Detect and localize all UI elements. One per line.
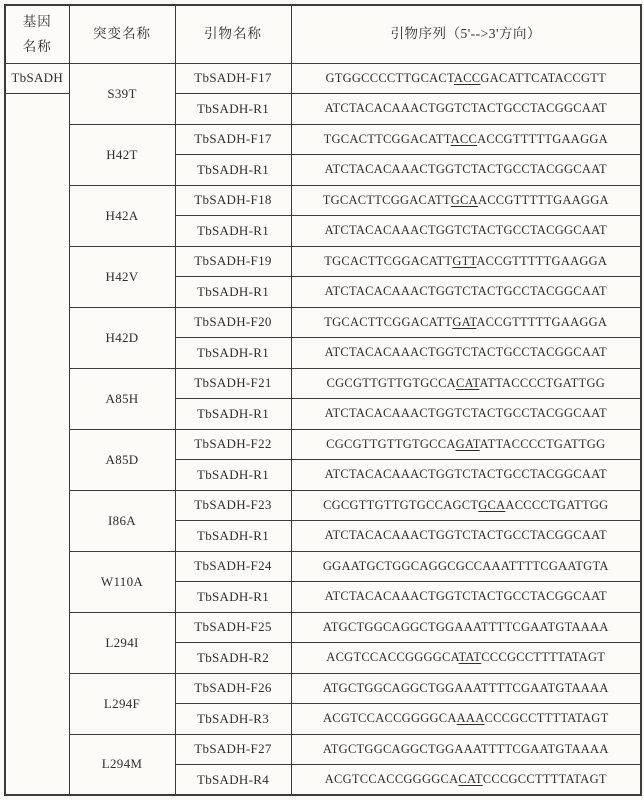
table-row xyxy=(5,490,641,521)
primer-name-cell: TbSADH-R1 xyxy=(175,460,291,491)
mutation-name-cell: H42V xyxy=(69,246,175,307)
primer-name-cell: TbSADH-R2 xyxy=(175,643,291,674)
header-gene-name xyxy=(5,5,69,63)
primer-name-cell: TbSADH-R1 xyxy=(175,94,291,125)
primer-sequence-cell xyxy=(291,307,641,338)
table-row xyxy=(5,185,641,216)
primer-sequence-cell xyxy=(291,643,641,674)
table-row xyxy=(5,124,641,155)
primer-name-cell: TbSADH-F23 xyxy=(175,490,291,521)
header-primer-name: 引物名称 xyxy=(175,5,291,63)
sequence-segment: ACGTCCACCGGGGCA xyxy=(324,772,459,786)
primer-table xyxy=(4,4,642,796)
sequence-segment: ATCTACACAAACTGGTCTACTGCCTACGGCAAT xyxy=(324,528,607,543)
sequence-segment: ACGTCCACCGGGGCA xyxy=(326,650,459,665)
sequence-segment: TGCACTTCGGACATT xyxy=(323,131,451,146)
mutation-name-cell: I86A xyxy=(69,490,175,551)
primer-sequence-cell xyxy=(291,490,641,521)
primer-sequence-cell xyxy=(291,124,641,155)
primer-sequence-cell xyxy=(291,551,641,582)
primer-name-cell: TbSADH-R3 xyxy=(175,704,291,735)
sequence-segment: ATCTACACAAACTGGTCTACTGCCTACGGCAAT xyxy=(324,101,607,116)
primer-name-cell: TbSADH-R1 xyxy=(175,155,291,186)
sequence-segment-underlined: ACC xyxy=(450,131,478,146)
primer-sequence-cell xyxy=(291,673,641,704)
sequence-segment: TGCACTTCGGACATT xyxy=(324,253,453,268)
sequence-segment-underlined: CAT xyxy=(455,375,480,390)
primer-name-cell: TbSADH-R1 xyxy=(175,582,291,613)
primer-name-cell: TbSADH-F20 xyxy=(175,307,291,338)
primer-sequence-cell xyxy=(291,94,641,125)
mutation-name-cell: A85D xyxy=(69,429,175,490)
sequence-segment: ACCGTTTTTGAAGGA xyxy=(476,253,608,268)
sequence-segment: GTGGCCCCTTGCACT xyxy=(325,70,454,85)
mutation-name-cell: W110A xyxy=(69,551,175,612)
primer-sequence-cell xyxy=(291,63,641,94)
primer-name-cell: TbSADH-F18 xyxy=(175,185,291,216)
primer-sequence-cell xyxy=(291,521,641,552)
sequence-segment: CCCGCCTTTTATAGT xyxy=(482,772,607,786)
table-row xyxy=(5,673,641,704)
table-row xyxy=(5,368,641,399)
primer-sequence-cell xyxy=(291,612,641,643)
sequence-segment: ATCTACACAAACTGGTCTACTGCCTACGGCAAT xyxy=(324,589,607,604)
primer-name-cell: TbSADH-R1 xyxy=(175,521,291,552)
sequence-segment: ATCTACACAAACTGGTCTACTGCCTACGGCAAT xyxy=(324,162,607,177)
primer-sequence-cell xyxy=(291,399,641,430)
primer-name-cell: TbSADH-F25 xyxy=(175,612,291,643)
sequence-segment: GGAATGCTGGCAGGCGCCAAATTTTCGAATGTA xyxy=(322,558,609,573)
primer-sequence-cell xyxy=(291,704,641,735)
sequence-segment: ATCTACACAAACTGGTCTACTGCCTACGGCAAT xyxy=(324,467,607,482)
table-row xyxy=(5,63,641,94)
sequence-segment: GACATTCATACCGTT xyxy=(480,70,607,85)
table-body xyxy=(5,63,641,795)
sequence-segment: ATCTACACAAACTGGTCTACTGCCTACGGCAAT xyxy=(324,284,607,299)
primer-name-cell: TbSADH-F27 xyxy=(175,734,291,765)
sequence-segment-underlined: GCA xyxy=(478,497,506,512)
mutation-name-cell: L294F xyxy=(69,673,175,734)
sequence-segment: TGCACTTCGGACATT xyxy=(322,192,451,207)
header-primer-sequence: 引物序列（5'-->3'方向） xyxy=(291,5,641,63)
mutation-name-cell: H42T xyxy=(69,124,175,185)
primer-sequence-cell xyxy=(291,277,641,308)
primer-sequence-cell xyxy=(291,155,641,186)
sequence-segment: CGCGTTGTTGTGCCA xyxy=(326,375,456,390)
header-mutation-name: 突变名称 xyxy=(69,5,175,63)
primer-name-cell: TbSADH-R1 xyxy=(175,338,291,369)
primer-name-cell: TbSADH-F17 xyxy=(175,63,291,94)
sequence-segment: CCCGCCTTTTATAGT xyxy=(481,650,606,665)
table-row xyxy=(5,612,641,643)
sequence-segment: TGCACTTCGGACATT xyxy=(324,314,453,329)
mutation-name-cell: L294I xyxy=(69,612,175,673)
primer-sequence-cell xyxy=(291,185,641,216)
sequence-segment: CGCGTTGTTGTGCCA xyxy=(326,436,456,451)
primer-name-cell: TbSADH-F19 xyxy=(175,246,291,277)
sequence-segment: ATGCTGGCAGGCTGGAAATTTTCGAATGTAAAA xyxy=(322,619,609,634)
sequence-segment-underlined: TAT xyxy=(458,650,482,665)
mutation-name-cell: H42D xyxy=(69,307,175,368)
primer-name-cell: TbSADH-R1 xyxy=(175,216,291,247)
primer-name-cell: TbSADH-R1 xyxy=(175,277,291,308)
primer-sequence-cell xyxy=(291,246,641,277)
sequence-segment-underlined: GAT xyxy=(455,436,480,451)
primer-name-cell: TbSADH-F17 xyxy=(175,124,291,155)
primer-sequence-cell xyxy=(291,216,641,247)
sequence-segment: ACGTCCACCGGGGCA xyxy=(323,711,457,726)
sequence-segment: ATCTACACAAACTGGTCTACTGCCTACGGCAAT xyxy=(324,406,607,421)
primer-name-cell: TbSADH-F26 xyxy=(175,673,291,704)
sequence-segment: ATTACCCCTGATTGG xyxy=(479,436,606,451)
table-row xyxy=(5,429,641,460)
sequence-segment: CGCGTTGTTGTGCCAGCT xyxy=(323,497,479,512)
header-row xyxy=(5,5,641,63)
primer-name-cell: TbSADH-R1 xyxy=(175,399,291,430)
primer-sequence-cell xyxy=(291,429,641,460)
header-gene-line2: 名称 xyxy=(22,39,52,55)
primer-sequence-cell xyxy=(291,582,641,613)
sequence-segment: ATGCTGGCAGGCTGGAAATTTTCGAATGTAAAA xyxy=(322,741,609,756)
sequence-segment: ATTACCCCTGATTGG xyxy=(479,375,605,390)
primer-sequence-cell xyxy=(291,368,641,399)
table-row xyxy=(5,551,641,582)
sequence-segment: ATCTACACAAACTGGTCTACTGCCTACGGCAAT xyxy=(324,223,607,238)
table-row xyxy=(5,307,641,338)
sequence-segment-underlined: ACC xyxy=(453,70,481,85)
sequence-segment: ATGCTGGCAGGCTGGAAATTTTCGAATGTAAAA xyxy=(322,680,609,695)
gene-name-empty-cell xyxy=(5,94,69,796)
primer-sequence-cell xyxy=(291,765,641,796)
sequence-segment-underlined: AAA xyxy=(456,711,485,726)
header-gene-line1: 基因 xyxy=(22,13,52,29)
table-row xyxy=(5,734,641,765)
sequence-segment: ACCGTTTTTGAAGGA xyxy=(477,192,609,207)
primer-sequence-cell xyxy=(291,734,641,765)
sequence-segment: ACCCCTGATTGG xyxy=(505,497,609,512)
mutation-name-cell: H42A xyxy=(69,185,175,246)
mutation-name-cell: A85H xyxy=(69,368,175,429)
sequence-segment: ACCGTTTTTGAAGGA xyxy=(477,131,608,146)
sequence-segment-underlined: CAT xyxy=(458,772,483,786)
primer-sequence-cell xyxy=(291,460,641,491)
primer-name-cell: TbSADH-F21 xyxy=(175,368,291,399)
sequence-segment: ACCGTTTTTGAAGGA xyxy=(476,314,608,329)
table-header xyxy=(5,5,641,63)
primer-name-cell: TbSADH-R4 xyxy=(175,765,291,796)
sequence-segment-underlined: GTT xyxy=(452,253,477,268)
sequence-segment: CCCGCCTTTTATAGT xyxy=(484,711,609,726)
primer-sequence-cell xyxy=(291,338,641,369)
sequence-segment: ATCTACACAAACTGGTCTACTGCCTACGGCAAT xyxy=(324,345,607,360)
sequence-segment-underlined: GCA xyxy=(450,192,478,207)
table-row xyxy=(5,246,641,277)
mutation-name-cell: L294M xyxy=(69,734,175,795)
primer-name-cell: TbSADH-F22 xyxy=(175,429,291,460)
gene-name-cell: TbSADH xyxy=(5,63,69,94)
sequence-segment-underlined: GAT xyxy=(452,314,477,329)
mutation-name-cell: S39T xyxy=(69,63,175,124)
primer-name-cell: TbSADH-F24 xyxy=(175,551,291,582)
